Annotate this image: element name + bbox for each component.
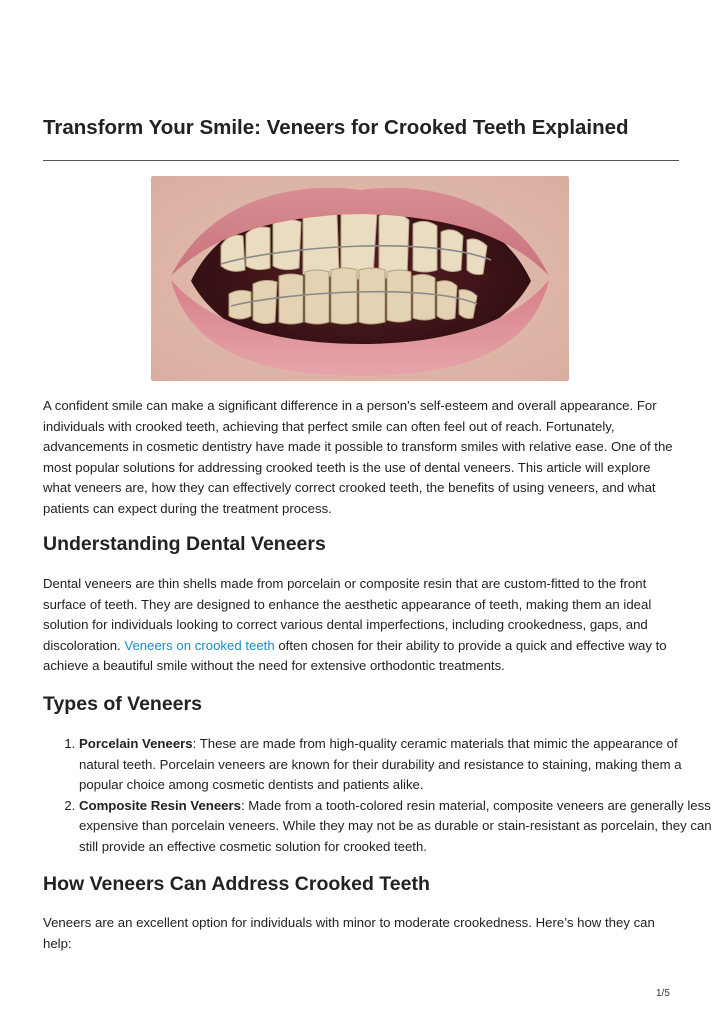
understanding-text-after: often chosen for their ability to provide a quick and effective way to achieve a beautiful smile without the need for extensive orthodontic treatments. xyxy=(43,637,667,673)
list-item-term: Porcelain Veneers xyxy=(79,736,193,751)
page-number: 1/5 xyxy=(656,988,670,999)
heading-types-of-veneers: Types of Veneers xyxy=(43,693,202,715)
list-item xyxy=(79,796,715,858)
title-divider xyxy=(43,160,679,161)
understanding-text-before: Dental veneers are thin shells made from porcelain or composite resin that are custom-fitted to the front surface of teeth. They are designed to enhance the aesthetic appearance of teeth, making them an ideal solution for individuals looking to correct various dental imperfections, including crookedness, gaps, and discoloration. xyxy=(43,576,652,653)
veneers-crooked-teeth-link[interactable]: Veneers on crooked teeth xyxy=(124,637,275,653)
list-item-desc: : These are made from high-quality ceramic materials that mimic the appearance of natural teeth. Porcelain veneers are known for their durability and resistance to staining, making them a popular choice among cosmetic dentists and patients alike. xyxy=(79,736,682,792)
hero-image-crooked-teeth xyxy=(151,176,569,381)
heading-understanding-veneers: Understanding Dental Veneers xyxy=(43,533,326,555)
understanding-paragraph xyxy=(43,574,679,677)
how-paragraph: Veneers are an excellent option for individuals with minor to moderate crookedness. Here’s how they can help: xyxy=(43,915,655,951)
list-item-desc: : Made from a tooth-colored resin material, composite veneers are generally less expensive than porcelain veneers. While they may not be as durable or stain-resistant as porcelain, they can still provide an effective cosmetic solution for crooked teeth. xyxy=(79,797,712,854)
heading-how-veneers-address: How Veneers Can Address Crooked Teeth xyxy=(43,873,430,895)
list-item-term: Composite Resin Veneers xyxy=(79,797,241,813)
veneer-types-list xyxy=(43,734,715,857)
intro-paragraph: A confident smile can make a significant difference in a person's self-esteem and overall appearance. For individuals with crooked teeth, achieving that perfect smile can often feel out of reach. Fortunately, advancements in cosmetic dentistry have made it possible to transform smiles with relative ease. One of the most popular solutions for addressing crooked teeth is the use of dental veneers. This article will explore what veneers are, how they can effectively correct crooked teeth, the benefits of using veneers, and what patients can expect during the treatment process. xyxy=(43,398,673,516)
article-title: Transform Your Smile: Veneers for Crooked Teeth Explained xyxy=(43,116,629,139)
list-item xyxy=(79,734,715,796)
